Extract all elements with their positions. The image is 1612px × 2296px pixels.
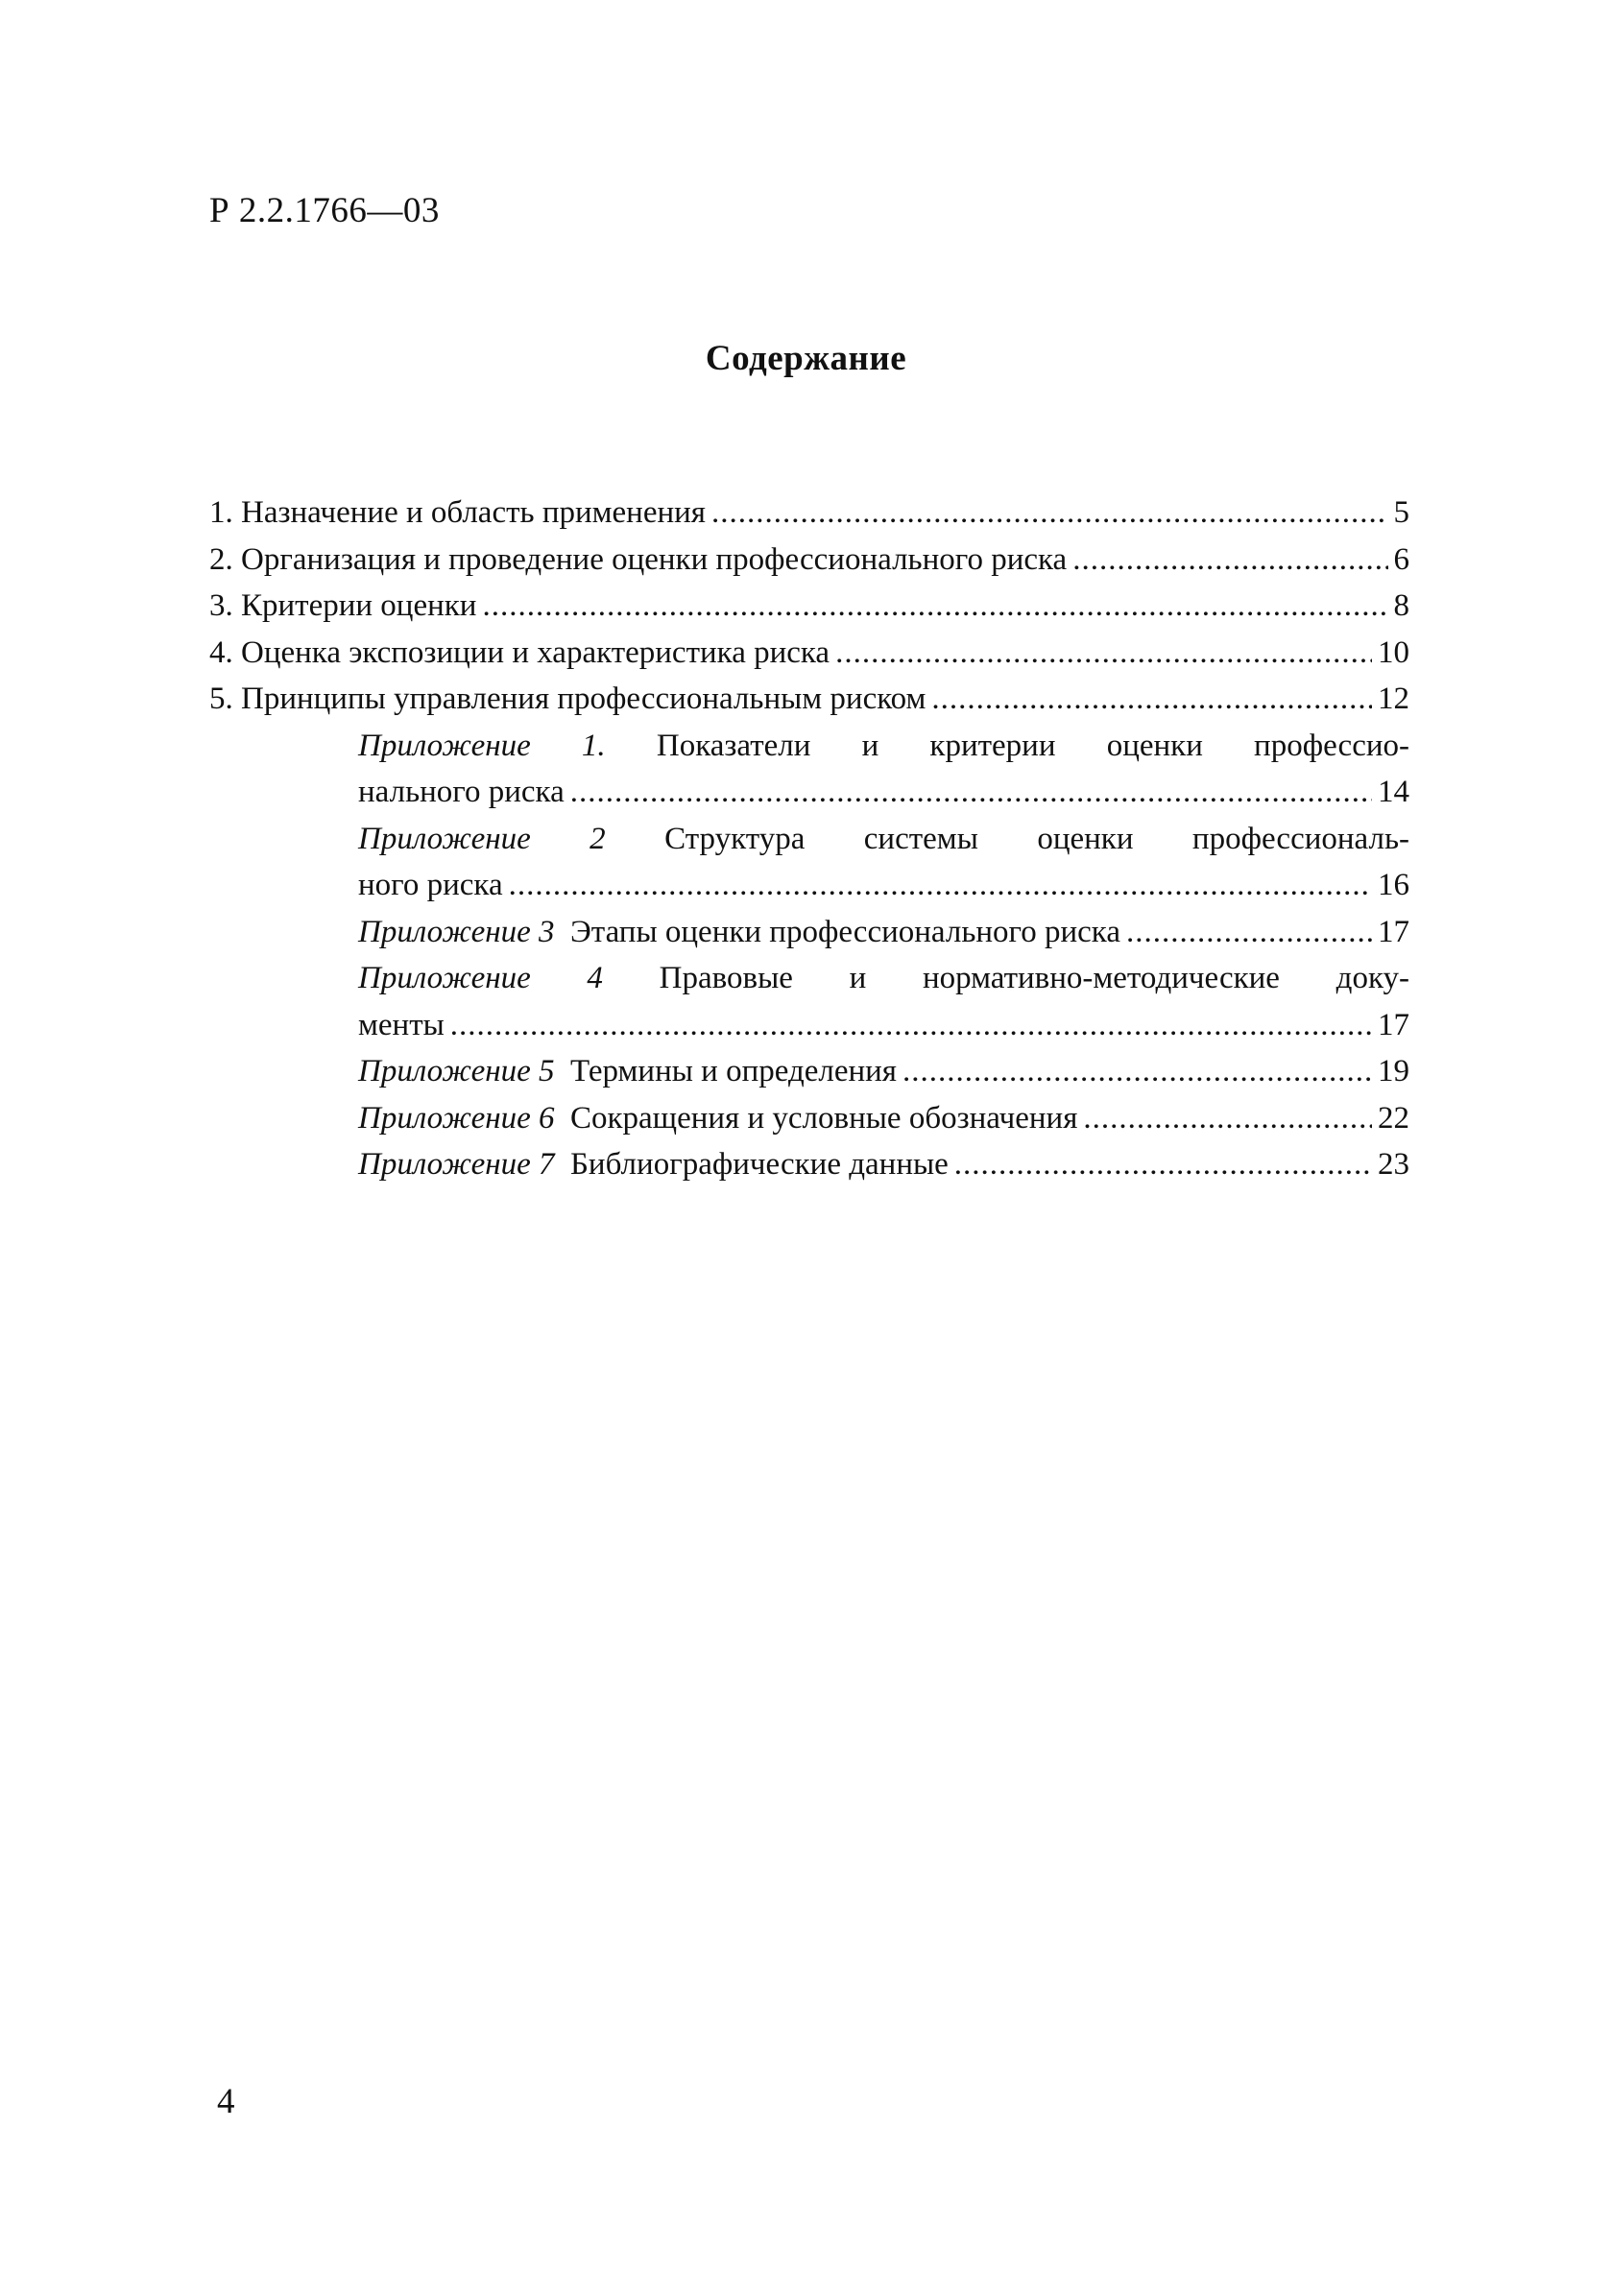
- toc-item-text: 1. Назначение и область применения: [209, 495, 706, 530]
- leader-dots: [450, 1002, 1372, 1049]
- appendix-title: Правовые и нормативно-методические доку-: [659, 961, 1410, 995]
- toc-item-text: 2. Организация и проведение оценки профессионального риска: [209, 541, 1068, 577]
- toc-item-page: 12: [1378, 682, 1409, 716]
- leader-dots: [1083, 1095, 1372, 1142]
- appendix-item: [209, 909, 1409, 956]
- appendix-item: [209, 1141, 1409, 1188]
- appendix-label: Приложение 7: [358, 1147, 555, 1182]
- toc-item: [209, 676, 1409, 723]
- appendix-title: Термины и определения: [569, 1054, 897, 1088]
- leader-dots: [570, 769, 1372, 816]
- table-of-contents: [209, 490, 1409, 1188]
- toc-item-text: 5. Принципы управления профессиональным риском: [209, 682, 926, 716]
- appendix-page: 14: [1378, 775, 1409, 809]
- appendix-item-line: [209, 769, 1409, 816]
- document-code: Р 2.2.1766—03: [209, 191, 440, 230]
- appendix-title: Этапы оценки профессионального риска: [569, 914, 1120, 949]
- toc-item-page: 6: [1393, 541, 1409, 577]
- toc-item: [209, 583, 1409, 630]
- appendix-label: Приложение 5: [358, 1054, 555, 1088]
- appendix-title-cont: менты: [358, 1007, 445, 1042]
- leader-dots: [509, 862, 1372, 909]
- toc-item: [209, 537, 1409, 584]
- appendix-label: Приложение 3: [358, 914, 555, 949]
- toc-title: Содержание: [705, 339, 907, 378]
- appendix-label: Приложение 2: [358, 821, 606, 856]
- appendix-item-line: [209, 1002, 1409, 1049]
- appendix-label: Приложение 4: [358, 961, 603, 995]
- appendix-page: 17: [1378, 914, 1409, 949]
- toc-item-page: 5: [1393, 495, 1409, 530]
- leader-dots: [482, 583, 1387, 630]
- appendix-title: Структура системы оценки профессиональ-: [664, 821, 1409, 856]
- leader-dots: [1126, 909, 1372, 956]
- appendix-title-cont: нального риска: [358, 775, 565, 809]
- appendix-page: 17: [1378, 1007, 1409, 1042]
- appendix-title: Библиографические данные: [569, 1147, 949, 1182]
- leader-dots: [711, 490, 1388, 537]
- appendix-item-line: [209, 955, 1409, 1002]
- toc-item-text: 3. Критерии оценки: [209, 588, 477, 623]
- leader-dots: [931, 676, 1372, 723]
- toc-item-page: 10: [1378, 634, 1409, 670]
- appendix-label: Приложение 6: [358, 1100, 555, 1136]
- appendix-item-line: [209, 862, 1409, 909]
- appendix-page: 19: [1378, 1054, 1409, 1088]
- toc-item: [209, 490, 1409, 537]
- appendix-title: Сокращения и условные обозначения: [569, 1100, 1078, 1136]
- appendix-title-cont: ного риска: [358, 868, 503, 902]
- appendix-item-line: [209, 816, 1409, 863]
- appendix-page: 16: [1378, 868, 1409, 902]
- page-number: 4: [217, 2082, 235, 2121]
- toc-item-text: 4. Оценка экспозиции и характеристика риска: [209, 634, 830, 670]
- leader-dots: [1072, 537, 1387, 584]
- appendix-item: [209, 1048, 1409, 1095]
- appendix-label: Приложение 1.: [358, 728, 606, 763]
- appendix-page: 23: [1378, 1147, 1409, 1182]
- appendix-page: 22: [1378, 1100, 1409, 1136]
- leader-dots: [835, 630, 1372, 677]
- appendix-item-line: [209, 723, 1409, 770]
- appendix-title: Показатели и критерии оценки профессио-: [656, 728, 1409, 763]
- toc-item: [209, 630, 1409, 677]
- leader-dots: [954, 1141, 1372, 1188]
- appendix-item: [209, 1095, 1409, 1142]
- leader-dots: [902, 1048, 1372, 1095]
- toc-item-page: 8: [1393, 588, 1409, 623]
